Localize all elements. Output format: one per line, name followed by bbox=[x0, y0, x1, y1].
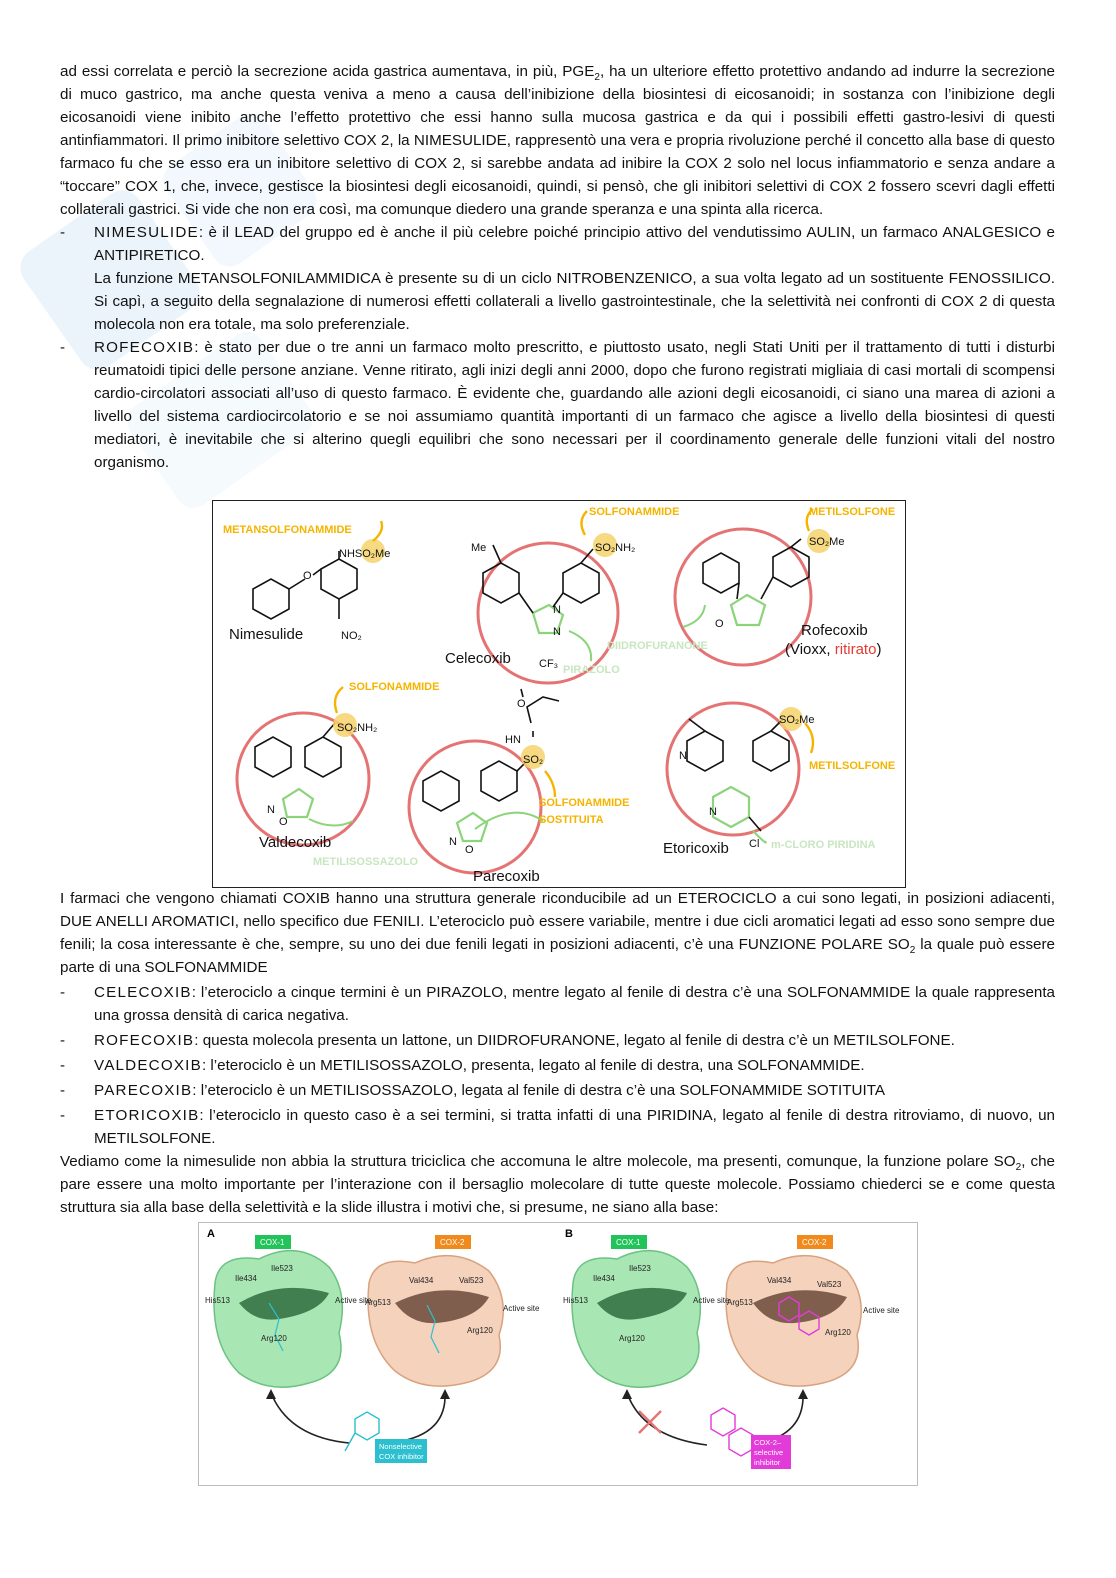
name-parecoxib: Parecoxib bbox=[473, 868, 540, 885]
label-metansolfonammide: METANSOLFONAMMIDE bbox=[223, 524, 352, 536]
svg-text:O: O bbox=[279, 816, 288, 828]
name-valdecoxib: Valdecoxib bbox=[259, 834, 332, 851]
svg-text:N: N bbox=[449, 836, 457, 848]
svg-text:COX inhibitor: COX inhibitor bbox=[379, 1452, 424, 1461]
label-solfonammide-sostituita-2: SOSTITUITA bbox=[539, 814, 604, 826]
svg-text:His513: His513 bbox=[563, 1296, 588, 1305]
label-diidrofuranone: DIIDROFURANONE bbox=[607, 640, 708, 652]
svg-text:COX-1: COX-1 bbox=[260, 1238, 285, 1247]
paragraph-intro: ad essi correlata e perciò la secrezione acida gastrica aumentava, in più, $PGE_2$, ha un ulteriore effetto protettivo andando ad indurre la secrezione di muco gastrico, ma anche questa veniva a meno a causa dell’inibizione della biosintesi di eicosanoidi; in sostanza con l’inibizione degli eicosanoidi viene inibito anche l’effetto protettivo che essi hanno sulla mucosa gastrica e da qui i possibili effetti gastro-lesivi di questi antinfiammatori. Il primo inibitore selettivo COX 2, la NIMESULIDE, rappresentò una vera e propria rivoluzione perché il concetto alla base di questo farmaco fu che se esso era un inibitore selettivo di COX 2, si sarebbe andata ad inibire la COX 2 solo nel locus infiammatorio e senza andare a “toccare” COX 1, che, invece, gestisce la biosintesi degli eicosanoidi, quindi, si pensò, che gli inibitori selettivi di COX 2 fossero scevri dagli effetti collaterali gastrici. Si vide che non era così, ma comunque diedero una grande speranza e una spinta alla ricerca. bbox=[60, 63, 1056, 218]
svg-text:O: O bbox=[715, 618, 724, 630]
svg-text:His513: His513 bbox=[205, 1296, 230, 1305]
label-so2nh2-celecoxib: SO₂NH₂ bbox=[595, 542, 636, 554]
svg-text:Val434: Val434 bbox=[409, 1276, 434, 1285]
svg-text:COX-2–: COX-2– bbox=[754, 1438, 782, 1447]
bullet-etoricoxib: - ETORICOXIB: l’eterociclo in questo caso è a sei termini, si tratta infatti di una PIRIDINA, legato al fenile di destra ritroviamo, di nuovo, un METILSOLFONE. bbox=[60, 1107, 1055, 1147]
cox-selectivity-figure bbox=[198, 1222, 918, 1486]
paragraph-selectivity: Vediamo come la nimesulide non abbia la struttura triciclica che accomuna le altre molecole, ma presenti, comunque, la funzione polare $SO_2$, che pare essere una molto importante per l’interazione con il bersaglio molecolare di tutte queste molecole. Possiamo chiederci se e come questa struttura sia alla base della selettività e la slide illustra i motivi che, si presume, ne siano alla base: bbox=[60, 1153, 1055, 1216]
svg-text:N: N bbox=[267, 804, 275, 816]
bullet-nimesulide: - NIMESULIDE: è il LEAD del gruppo ed è anche il più celebre poiché principio attivo del vendutissimo AULIN, un farmaco ANALGESICO e ANTIPIRETICO. bbox=[60, 224, 1055, 264]
svg-text:Val523: Val523 bbox=[817, 1280, 842, 1289]
label-so2me-rofecoxib: SO₂Me bbox=[809, 536, 845, 548]
svg-text:selective: selective bbox=[754, 1448, 784, 1457]
svg-text:COX-2: COX-2 bbox=[440, 1238, 465, 1247]
label-metilisossazolo: METILISOSSAZOLO bbox=[313, 856, 419, 868]
label-cf3: CF₃ bbox=[539, 658, 559, 670]
svg-text:Val434: Val434 bbox=[767, 1276, 792, 1285]
svg-text:Active site: Active site bbox=[503, 1304, 540, 1313]
name-vioxx: (Vioxx, ritirato) bbox=[785, 641, 882, 658]
bullet-parecoxib: - PARECOXIB: l’eterociclo è un METILISOSSAZOLO, legata al fenile di destra c’è una SOLFONAMMIDE SOTITUITA bbox=[60, 1082, 885, 1099]
label-cloro-piridina: m-CLORO PIRIDINA bbox=[771, 839, 876, 851]
svg-text:Me: Me bbox=[471, 542, 487, 554]
label-so2-parecoxib: SO₂ bbox=[523, 754, 544, 766]
svg-text:Val523: Val523 bbox=[459, 1276, 484, 1285]
svg-text:N: N bbox=[679, 750, 687, 762]
name-etoricoxib: Etoricoxib bbox=[663, 840, 729, 857]
name-rofecoxib: Rofecoxib bbox=[801, 622, 868, 639]
label-solfonammide-valdecoxib: SOLFONAMMIDE bbox=[349, 681, 440, 693]
term-nimesulide: NIMESULIDE bbox=[94, 224, 199, 241]
label-nhso2me: NHSO₂Me bbox=[339, 548, 391, 560]
svg-text:Active site: Active site bbox=[863, 1306, 900, 1315]
svg-text:COX-1: COX-1 bbox=[616, 1238, 641, 1247]
bullet-rofecoxib: - ROFECOXIB: è stato per due o tre anni un farmaco molto prescritto, e piuttosto usato, negli Stati Uniti per il trattamento di tutti i disturbi reumatoidi tipici delle persone anziane. Venne ritirato, agli inizi degli anni 2000, dopo che furono registrati migliaia di casi mortali di scompensi cardio-circolatori associati all’uso di questo farmaco. È evidente che, guardando alle azioni degli eicosanoidi, ci siano una marea di azioni a livello del sistema cardiocircolatorio e se noi assumiamo quantità importanti di un farmaco che agisce a livello della biosintesi di questi mediatori, è inevitabile che si alterino quegli equilibri che sono necessari per il coordinamento generale delle funzioni vitali del nostro organismo. bbox=[60, 339, 1055, 471]
label-no2: NO₂ bbox=[341, 630, 362, 642]
term-rofecoxib: ROFECOXIB bbox=[94, 339, 195, 356]
svg-text:Ile434: Ile434 bbox=[235, 1274, 257, 1283]
bullet-rofecoxib-2: - ROFECOXIB: questa molecola presenta un lattone, un DIIDROFURANONE, legato al fenile di destra c’è un METILSOLFONE. bbox=[60, 1032, 955, 1049]
name-celecoxib: Celecoxib bbox=[445, 650, 511, 667]
svg-text:Arg120: Arg120 bbox=[619, 1334, 645, 1343]
label-metilsolfone-rofecoxib: METILSOLFONE bbox=[809, 506, 896, 518]
svg-text:B: B bbox=[565, 1228, 573, 1240]
bullet-valdecoxib: - VALDECOXIB: l’eterociclo è un METILISOSSAZOLO, presenta, legato al fenile di destra, una SOLFONAMMIDE. bbox=[60, 1057, 865, 1074]
svg-text:Active site: Active site bbox=[335, 1296, 372, 1305]
svg-text:Nonselective: Nonselective bbox=[379, 1442, 422, 1451]
bullet-nimesulide-continued: La funzione METANSOLFONILAMMIDICA è presente su di un ciclo NITROBENZENICO, a sua volta legato ad un sostituente FENOSSILICO. Si capì, a seguito della segnalazione di numerosi effetti collaterali a livello gastrointestinale, che la selettività nei confronti di COX 2 di questa molecola non era totale, ma solo preferenziale. bbox=[94, 270, 1055, 333]
label-so2me-etoricoxib: SO₂Me bbox=[779, 714, 815, 726]
coxib-structures-figure bbox=[212, 500, 906, 888]
bullet-celecoxib: - CELECOXIB: l’eterociclo a cinque termini è un PIRAZOLO, mentre legato al fenile di destra c’è una SOLFONAMMIDE la quale rappresenta una grossa densità di carica negativa. bbox=[60, 984, 1055, 1024]
svg-text:Ile434: Ile434 bbox=[593, 1274, 615, 1283]
svg-text:Arg513: Arg513 bbox=[365, 1298, 391, 1307]
label-cl: Cl bbox=[749, 838, 760, 850]
svg-text:O: O bbox=[465, 844, 474, 856]
svg-text:Active site: Active site bbox=[693, 1296, 730, 1305]
svg-text:inhibitor: inhibitor bbox=[754, 1458, 781, 1467]
svg-text:N: N bbox=[553, 604, 561, 616]
label-solfonammide-celecoxib: SOLFONAMMIDE bbox=[589, 506, 680, 518]
label-pirazolo: PIRAZOLO bbox=[563, 664, 620, 676]
svg-text:O: O bbox=[517, 698, 526, 710]
paragraph-coxib: I farmaci che vengono chiamati COXIB hanno una struttura generale riconducibile ad un ETEROCICLO a cui sono legati, in posizioni adiacenti, DUE ANELLI AROMATICI, nello specifico due FENILI. L’eterociclo può essere variabile, mentre i due cicli aromatici legati ad esso sono sempre due fenili; la cosa interessante è che, sempre, su uno dei due fenili legati in posizioni adiacenti, c’è una FUNZIONE POLARE $SO_2$ la quale può essere parte di una SOLFONAMMIDE bbox=[60, 890, 1055, 976]
label-solfonammide-sostituita-1: SOLFONAMMIDE bbox=[539, 797, 630, 809]
body-text bbox=[60, 60, 1055, 474]
svg-text:Ile523: Ile523 bbox=[271, 1264, 293, 1273]
svg-text:N: N bbox=[709, 806, 717, 818]
svg-text:Arg120: Arg120 bbox=[825, 1328, 851, 1337]
cox2-enzyme-b bbox=[726, 1256, 861, 1386]
label-hn: HN bbox=[505, 734, 521, 746]
body-text-2 bbox=[60, 887, 1055, 1219]
svg-text:Ile523: Ile523 bbox=[629, 1264, 651, 1273]
svg-text:N: N bbox=[553, 626, 561, 638]
svg-text:Arg120: Arg120 bbox=[261, 1334, 287, 1343]
svg-text:COX-2: COX-2 bbox=[802, 1238, 827, 1247]
svg-text:O: O bbox=[303, 570, 312, 582]
svg-text:A: A bbox=[207, 1228, 215, 1240]
svg-text:Arg120: Arg120 bbox=[467, 1326, 493, 1335]
label-so2nh2-valdecoxib: SO₂NH₂ bbox=[337, 722, 378, 734]
name-nimesulide: Nimesulide bbox=[229, 626, 304, 643]
label-metilsolfone-etoricoxib: METILSOLFONE bbox=[809, 760, 896, 772]
svg-text:Arg513: Arg513 bbox=[727, 1298, 753, 1307]
